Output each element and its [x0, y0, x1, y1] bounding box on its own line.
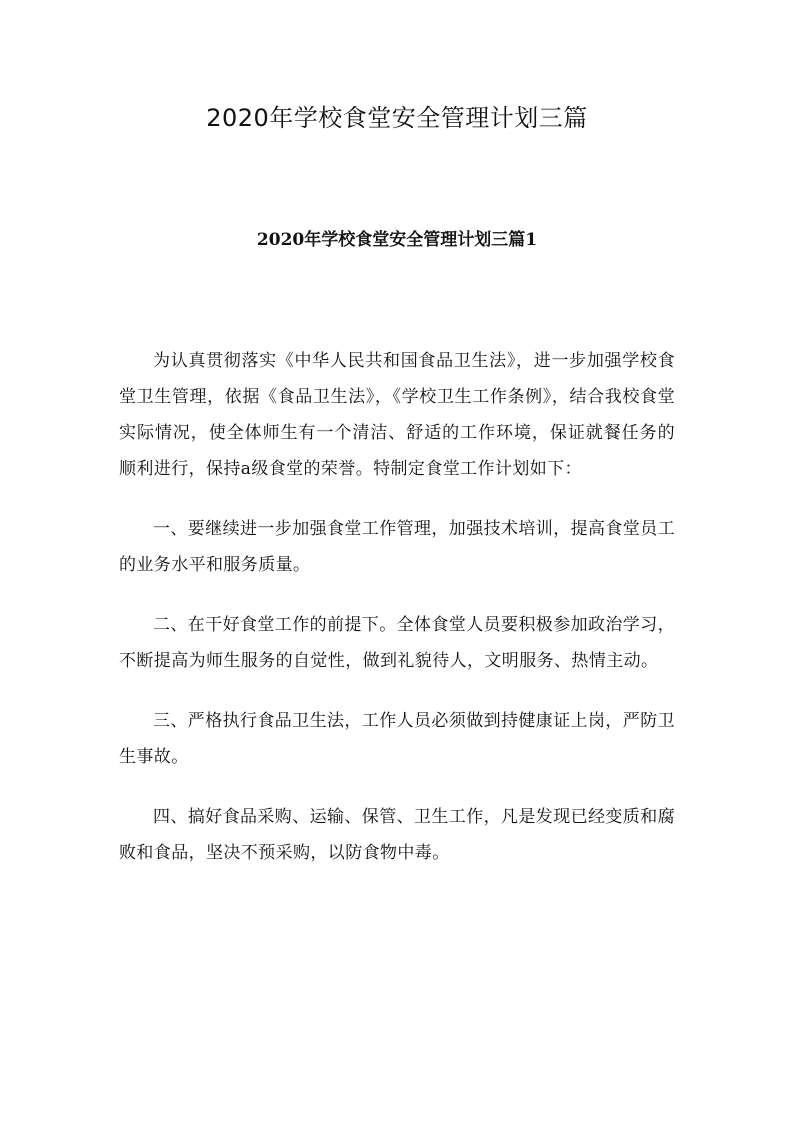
- document-title: 2020年学校食堂安全管理计划三篇: [206, 104, 588, 132]
- item-paragraph-4: 四、搞好食品采购、运输、保管、卫生工作，凡是发现已经变质和腐败和食品，坚决不预采购，以防食物中毒。: [119, 807, 675, 863]
- section-heading: 2020年学校食堂安全管理计划三篇1: [256, 230, 538, 250]
- item-paragraph-2: 二、在干好食堂工作的前提下。全体食堂人员要积极参加政治学习，不断提高为师生服务的自觉性，做到礼貌待人，文明服务、热情主动。: [119, 615, 675, 671]
- document-body: [119, 343, 675, 871]
- intro-paragraph: 为认真贯彻落实《中华人民共和国食品卫生法》，进一步加强学校食堂卫生管理，依据《食品卫生法》，《学校卫生工作条例》，结合我校食堂实际情况，使全体师生有一个清洁、舒适的工作环境，保证就餐任务的顺利进行，保持a级食堂的荣誉。特制定食堂工作计划如下：: [119, 351, 675, 479]
- item-paragraph-1: 一、要继续进一步加强食堂工作管理，加强技术培训，提高食堂员工的业务水平和服务质量。: [119, 519, 675, 575]
- item-paragraph-3: 三、严格执行食品卫生法，工作人员必须做到持健康证上岗，严防卫生事故。: [119, 711, 675, 767]
